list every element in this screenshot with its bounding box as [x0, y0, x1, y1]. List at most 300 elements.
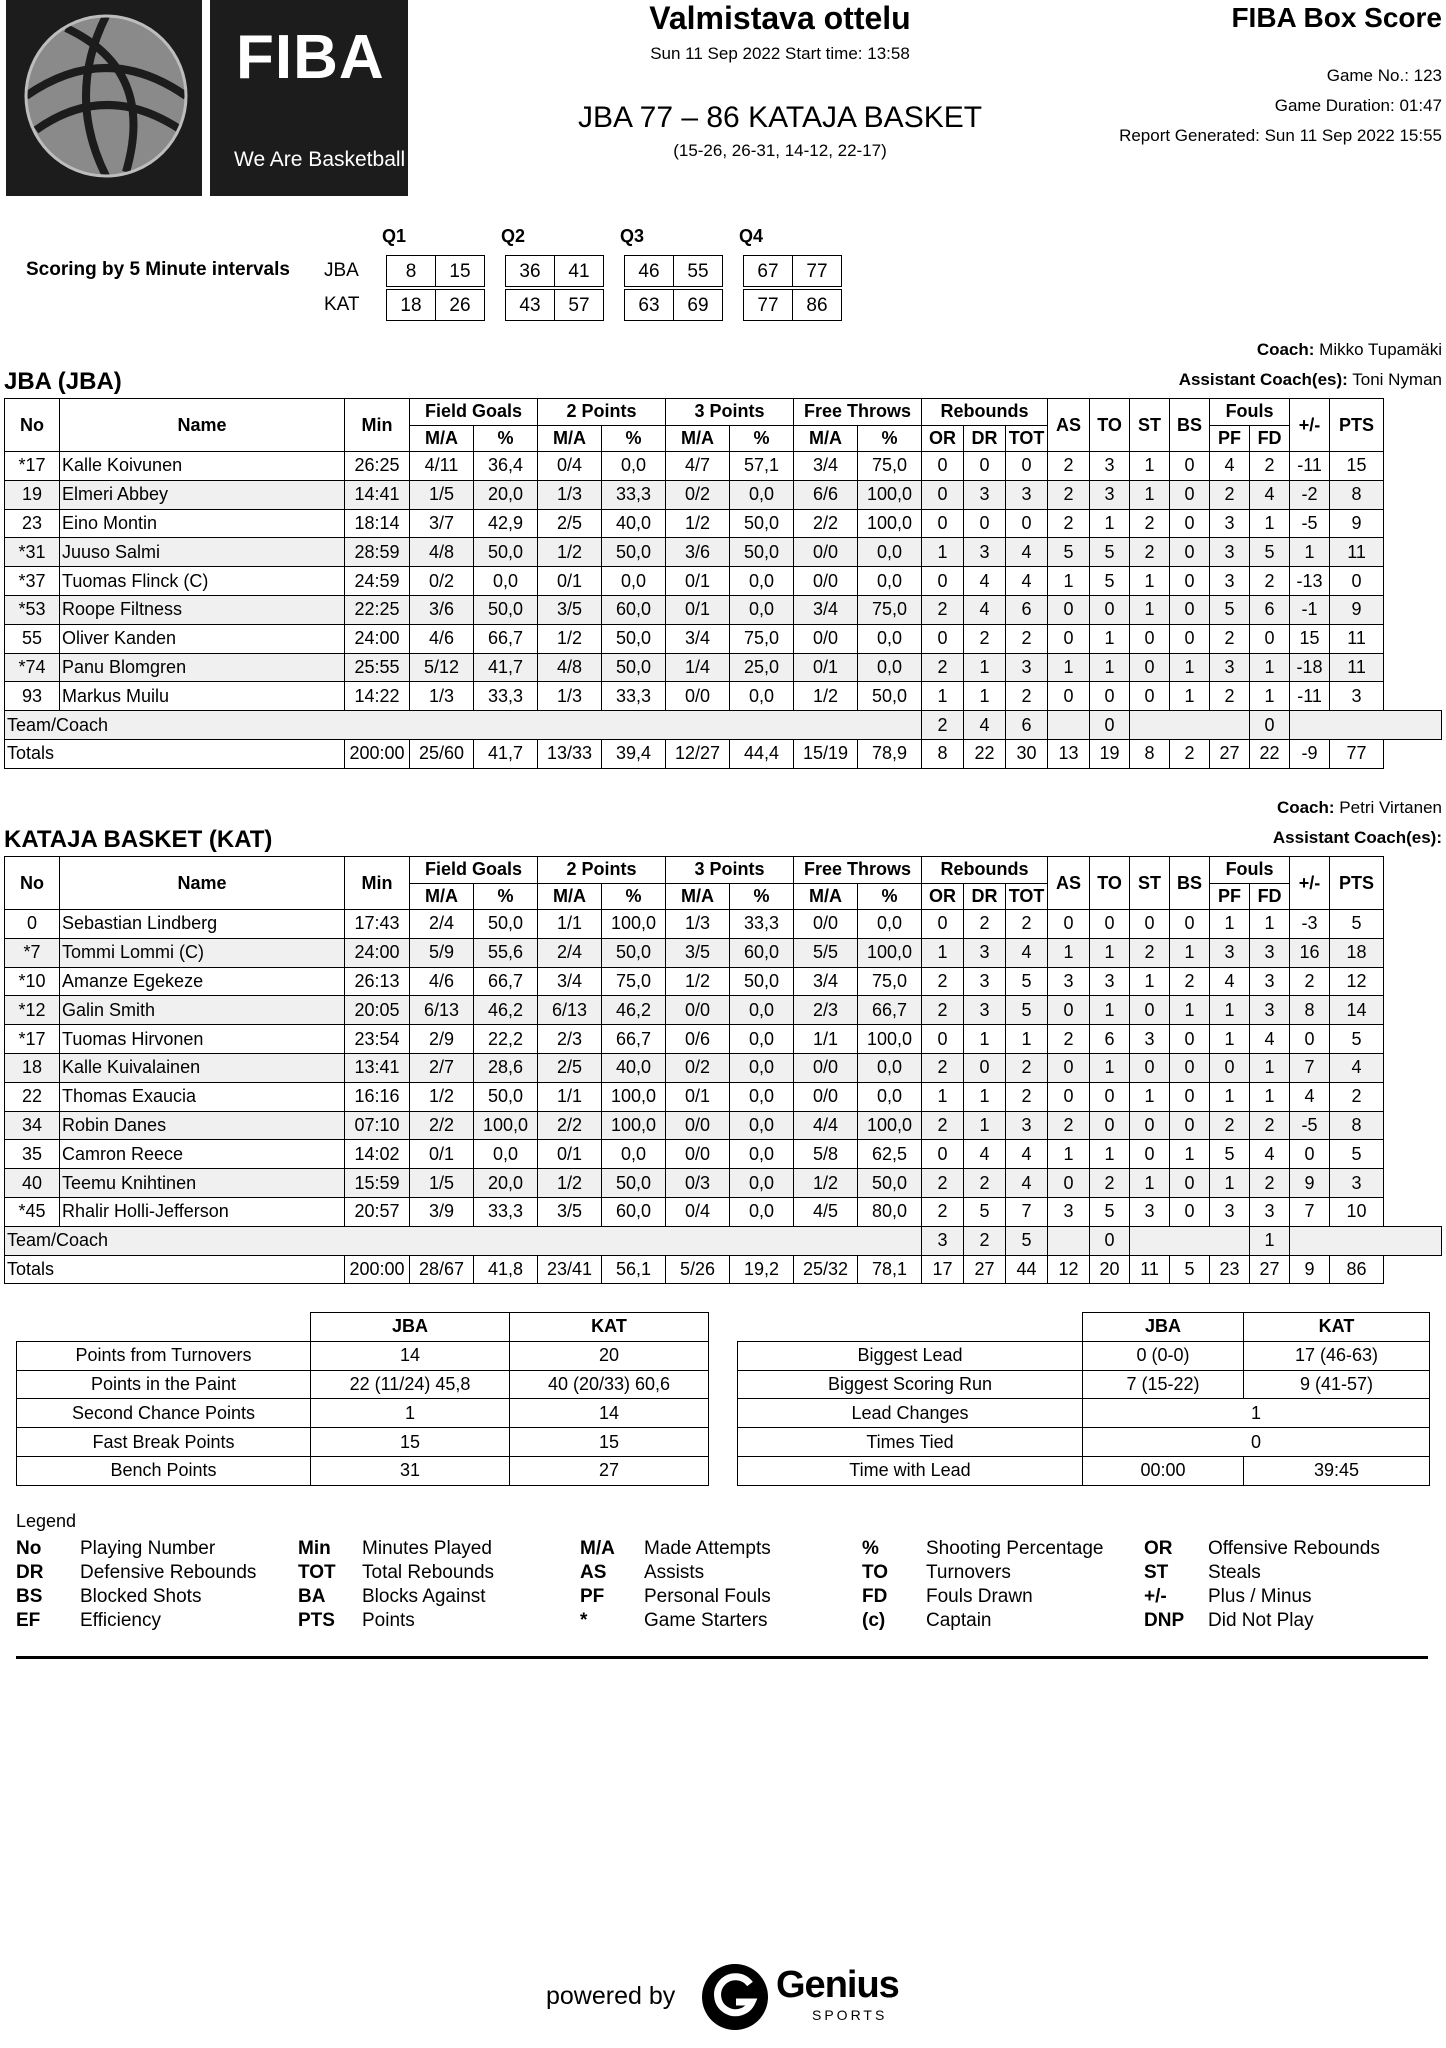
stat-cell: -1 — [1290, 595, 1330, 624]
stat-cell: 0 — [1130, 910, 1170, 939]
stat-cell: 0 — [1170, 595, 1210, 624]
genius-subtext: SPORTS — [812, 2007, 888, 2023]
stat-cell: 100,0 — [602, 1111, 666, 1140]
stat-cell: 0 — [1130, 624, 1170, 653]
col-rebounds: Rebounds — [922, 857, 1048, 884]
stat-cell: 3 — [1130, 1197, 1170, 1226]
stat-cell: 100,0 — [858, 1111, 922, 1140]
player-row — [5, 1111, 1442, 1140]
stat-cell: 0/0 — [794, 910, 858, 939]
stat-cell: 4 — [1006, 938, 1048, 967]
legend-item — [298, 1586, 486, 1608]
stat-cell: 4 — [1250, 1140, 1290, 1169]
game-number: Game No.: 123 — [1326, 66, 1442, 85]
stats-value: 0 (0-0) — [1083, 1341, 1244, 1370]
stat-cell: 7 — [1290, 1053, 1330, 1082]
stats-label: Lead Changes — [738, 1399, 1083, 1428]
player-name: Oliver Kanden — [60, 624, 345, 653]
stat-cell: 50,0 — [602, 624, 666, 653]
stat-cell: 28:59 — [345, 538, 410, 567]
totals-label: Totals — [5, 1255, 345, 1284]
stat-cell: 2/3 — [794, 996, 858, 1025]
stat-cell: 2 — [1048, 1111, 1090, 1140]
stat-cell: 1 — [964, 1111, 1006, 1140]
header-row — [5, 857, 1442, 884]
stat-cell: 2 — [922, 967, 964, 996]
stat-cell: 22,2 — [474, 1025, 538, 1054]
stats-label: Biggest Scoring Run — [738, 1370, 1083, 1399]
col-dr: DR — [964, 425, 1006, 452]
legend-abbr: % — [862, 1538, 879, 1559]
quarter-label: Q3 — [619, 226, 644, 246]
stat-cell: 0 — [1170, 624, 1210, 653]
col-blocks: BS — [1170, 857, 1210, 910]
stat-cell: 5 — [1330, 1025, 1384, 1054]
col-or: OR — [922, 425, 964, 452]
stat-cell: 1 — [1130, 452, 1170, 481]
genius-wordmark: Genius — [776, 1964, 899, 2006]
totals-row — [5, 739, 1442, 768]
stat-cell: 13/33 — [538, 739, 602, 768]
stat-cell: 1 — [1090, 938, 1130, 967]
player-number: 22 — [5, 1082, 60, 1111]
stat-cell: 1/5 — [410, 480, 474, 509]
fiba-logo — [210, 0, 408, 196]
stats-col-jba: JBA — [1083, 1313, 1244, 1342]
stat-cell: 1/2 — [794, 682, 858, 711]
col-pf: PF — [1210, 425, 1250, 452]
stat-cell: 0 — [1006, 509, 1048, 538]
header-row — [5, 399, 1442, 426]
stat-cell: 0 — [922, 480, 964, 509]
box-score-table — [4, 856, 1442, 1284]
player-row — [5, 967, 1442, 996]
stats-value: 31 — [311, 1456, 510, 1485]
stat-cell: 1 — [1170, 996, 1210, 1025]
stat-cell: 1 — [964, 1082, 1006, 1111]
stat-cell: 0 — [1250, 711, 1290, 740]
stat-cell: 0/0 — [794, 567, 858, 596]
stat-cell: 0 — [964, 509, 1006, 538]
team-coach-label: Team/Coach — [5, 711, 345, 740]
stat-cell: 2 — [922, 1169, 964, 1198]
col-free-throws: Free Throws — [794, 399, 922, 426]
fiba-tagline: We Are Basketball — [234, 148, 406, 171]
player-number: *31 — [5, 538, 60, 567]
stat-cell: 2 — [1210, 682, 1250, 711]
player-name: Markus Muilu — [60, 682, 345, 711]
stat-cell: 2 — [1006, 1082, 1048, 1111]
player-name: Juuso Salmi — [60, 538, 345, 567]
stat-cell: 4 — [1290, 1082, 1330, 1111]
stat-cell: 2 — [1048, 1025, 1090, 1054]
stat-cell: 12/27 — [666, 739, 730, 768]
stats-row — [738, 1428, 1430, 1457]
stat-cell: 3 — [964, 967, 1006, 996]
interval-score: 67 — [757, 261, 779, 282]
legend-abbr: (c) — [862, 1610, 886, 1631]
stat-cell: 0 — [922, 452, 964, 481]
col-pct: % — [858, 425, 922, 452]
player-row — [5, 452, 1442, 481]
stats-value: 9 (41-57) — [1244, 1370, 1430, 1399]
stat-cell: 8 — [1330, 1111, 1384, 1140]
stats-row — [738, 1370, 1430, 1399]
stat-cell: 8 — [1130, 739, 1170, 768]
player-number: 0 — [5, 910, 60, 939]
stat-cell: 28,6 — [474, 1053, 538, 1082]
stat-cell: -9 — [1290, 739, 1330, 768]
legend-desc: Playing Number — [80, 1538, 216, 1559]
stats-value: 27 — [510, 1456, 709, 1485]
stat-cell: 3 — [1210, 509, 1250, 538]
stat-cell: 3 — [964, 996, 1006, 1025]
stat-cell: 2/5 — [538, 509, 602, 538]
stat-cell: 5 — [1330, 1140, 1384, 1169]
stat-cell: 1 — [1210, 1082, 1250, 1111]
col-no: No — [5, 399, 60, 452]
player-name: Elmeri Abbey — [60, 480, 345, 509]
stat-cell: 1/5 — [410, 1169, 474, 1198]
legend-desc: Steals — [1208, 1562, 1261, 1583]
stat-cell: 2 — [1250, 1169, 1290, 1198]
stat-cell: 86 — [1330, 1255, 1384, 1284]
stat-cell: 41,8 — [474, 1255, 538, 1284]
stat-cell: 4 — [1210, 967, 1250, 996]
stat-cell: 1 — [922, 1082, 964, 1111]
stat-cell: 5/26 — [666, 1255, 730, 1284]
stat-cell: 3 — [1210, 653, 1250, 682]
col-turnovers: TO — [1090, 399, 1130, 452]
stat-cell: 5/9 — [410, 938, 474, 967]
col-ma: M/A — [794, 425, 858, 452]
stat-cell: 4 — [964, 595, 1006, 624]
stat-cell: 0 — [1130, 653, 1170, 682]
col-steals: ST — [1130, 399, 1170, 452]
stats-col-kat: KAT — [510, 1313, 709, 1342]
stat-cell: 16:16 — [345, 1082, 410, 1111]
stat-cell: 1 — [1048, 938, 1090, 967]
stat-cell: 26:25 — [345, 452, 410, 481]
stat-cell: 33,3 — [730, 910, 794, 939]
stat-cell: 2 — [1210, 1111, 1250, 1140]
legend-title: Legend — [16, 1511, 77, 1531]
stat-cell: 75,0 — [602, 967, 666, 996]
stat-cell: 1 — [1048, 653, 1090, 682]
player-row — [5, 1053, 1442, 1082]
col-pct: % — [474, 425, 538, 452]
stat-cell: 5 — [1170, 1255, 1210, 1284]
stat-cell: 15/19 — [794, 739, 858, 768]
stat-cell: 66,7 — [858, 996, 922, 1025]
fiba-ball-logo — [6, 0, 202, 196]
stat-cell: 0 — [1090, 1111, 1130, 1140]
stat-cell: 0 — [922, 910, 964, 939]
interval-score: 86 — [792, 290, 841, 320]
empty-cell — [345, 1226, 922, 1255]
stat-cell: 1/3 — [538, 682, 602, 711]
stat-cell: 41,7 — [474, 739, 538, 768]
stat-cell: 0 — [922, 567, 964, 596]
stat-cell: 36,4 — [474, 452, 538, 481]
report-generated: Report Generated: Sun 11 Sep 2022 15:55 — [1119, 126, 1442, 145]
legend-desc: Captain — [926, 1610, 992, 1631]
legend-desc: Shooting Percentage — [926, 1538, 1104, 1559]
col-3-points: 3 Points — [666, 399, 794, 426]
stat-cell: 6 — [1250, 595, 1290, 624]
legend-item — [16, 1610, 161, 1632]
stat-cell: 0 — [1170, 567, 1210, 596]
col-pct: % — [474, 883, 538, 910]
stat-cell: 46,2 — [474, 996, 538, 1025]
stat-cell: 20 — [1090, 1255, 1130, 1284]
legend-item — [862, 1610, 992, 1632]
interval-group — [505, 255, 604, 287]
stat-cell: 27 — [1250, 1255, 1290, 1284]
stat-cell: 3 — [1330, 682, 1384, 711]
stat-cell: 0 — [1170, 1025, 1210, 1054]
stat-cell: -11 — [1290, 682, 1330, 711]
stat-cell: 40,0 — [602, 509, 666, 538]
stat-cell: 1 — [1210, 996, 1250, 1025]
stat-cell: 3/7 — [410, 509, 474, 538]
stat-cell: 0,0 — [858, 1082, 922, 1111]
stat-cell: 3/5 — [666, 938, 730, 967]
stat-cell: 23 — [1210, 1255, 1250, 1284]
col-rebounds: Rebounds — [922, 399, 1048, 426]
stat-cell: 3 — [1048, 1197, 1090, 1226]
stat-cell: 0/0 — [794, 538, 858, 567]
stat-cell: 2 — [922, 711, 964, 740]
player-row — [5, 1197, 1442, 1226]
legend-item — [16, 1538, 215, 1560]
stat-cell: 50,0 — [730, 509, 794, 538]
stat-cell: 19,2 — [730, 1255, 794, 1284]
stat-cell: 0/1 — [666, 567, 730, 596]
stats-row — [17, 1370, 709, 1399]
player-name: Sebastian Lindberg — [60, 910, 345, 939]
stat-cell: 9 — [1330, 509, 1384, 538]
player-number: *53 — [5, 595, 60, 624]
stat-cell: 0,0 — [730, 1140, 794, 1169]
col-assists: AS — [1048, 399, 1090, 452]
legend-item — [580, 1562, 704, 1584]
stat-cell: 22 — [964, 739, 1006, 768]
stat-cell: 56,1 — [602, 1255, 666, 1284]
stat-cell: 24:59 — [345, 567, 410, 596]
stat-cell: 75,0 — [858, 595, 922, 624]
legend-item — [16, 1562, 256, 1584]
stat-cell: 4/6 — [410, 624, 474, 653]
stat-cell: 18 — [1330, 938, 1384, 967]
stat-cell: 0,0 — [602, 1140, 666, 1169]
col-2-points: 2 Points — [538, 399, 666, 426]
stat-cell: 0 — [1170, 538, 1210, 567]
stat-cell: 0/0 — [794, 1053, 858, 1082]
legend-desc: Did Not Play — [1208, 1610, 1314, 1631]
stats-label: Time with Lead — [738, 1456, 1083, 1485]
stat-cell: 2 — [922, 595, 964, 624]
legend-item — [1144, 1610, 1314, 1632]
legend-desc: Minutes Played — [362, 1538, 492, 1559]
stat-cell: 1 — [1090, 996, 1130, 1025]
stat-cell: 2 — [1048, 480, 1090, 509]
stat-cell: 0,0 — [730, 595, 794, 624]
stat-cell: 0/6 — [666, 1025, 730, 1054]
stat-cell: 66,7 — [474, 967, 538, 996]
stat-cell: 07:10 — [345, 1111, 410, 1140]
stat-cell: 60,0 — [602, 1197, 666, 1226]
stat-cell: 0 — [1210, 1053, 1250, 1082]
interval-label: Scoring by 5 Minute intervals — [26, 259, 290, 280]
stat-cell: 0 — [1048, 996, 1090, 1025]
player-number: *10 — [5, 967, 60, 996]
stats-row — [738, 1399, 1430, 1428]
stat-cell: 10 — [1330, 1197, 1384, 1226]
interval-score: 46 — [638, 261, 660, 282]
stat-cell: 33,3 — [602, 480, 666, 509]
stats-value: 00:00 — [1083, 1456, 1244, 1485]
stat-cell: 5 — [1006, 1226, 1048, 1255]
stat-cell: -13 — [1290, 567, 1330, 596]
stat-cell: 14:02 — [345, 1140, 410, 1169]
stat-cell: -18 — [1290, 653, 1330, 682]
team-name: JBA (JBA) — [4, 368, 122, 395]
player-row — [5, 538, 1442, 567]
stat-cell: 50,0 — [602, 938, 666, 967]
stat-cell: 4/8 — [538, 653, 602, 682]
stat-cell: 1/4 — [666, 653, 730, 682]
legend-abbr: AS — [580, 1562, 607, 1583]
interval-group — [386, 255, 485, 287]
interval-score: 69 — [673, 290, 722, 320]
stat-cell: 2 — [1048, 452, 1090, 481]
stat-cell: 3/4 — [794, 967, 858, 996]
interval-group — [505, 289, 604, 321]
stat-cell: 5 — [964, 1197, 1006, 1226]
player-number: 34 — [5, 1111, 60, 1140]
stat-cell: 9 — [1290, 1169, 1330, 1198]
col-turnovers: TO — [1090, 857, 1130, 910]
stat-cell: 0 — [1048, 624, 1090, 653]
stat-cell: 0/1 — [666, 595, 730, 624]
stat-cell: 0 — [1330, 567, 1384, 596]
stat-cell: 0,0 — [602, 567, 666, 596]
stat-cell: 5/12 — [410, 653, 474, 682]
player-row — [5, 910, 1442, 939]
stat-cell: 1 — [1090, 624, 1130, 653]
col-fouls: Fouls — [1210, 399, 1290, 426]
legend-desc: Points — [362, 1610, 415, 1631]
legend-item — [580, 1538, 771, 1560]
interval-group — [624, 255, 723, 287]
player-number: 55 — [5, 624, 60, 653]
legend-item — [862, 1562, 1011, 1584]
stats-row — [17, 1456, 709, 1485]
stat-cell: 4 — [964, 1140, 1006, 1169]
stat-cell: 75,0 — [858, 452, 922, 481]
quarter-label: Q1 — [381, 226, 406, 246]
stat-cell: 1/3 — [538, 480, 602, 509]
col-name: Name — [60, 857, 345, 910]
col-plus-minus: +/- — [1290, 857, 1330, 910]
col-ma: M/A — [538, 425, 602, 452]
stat-cell: 2/5 — [538, 1053, 602, 1082]
stat-cell: 2 — [1210, 624, 1250, 653]
stat-cell: 0/4 — [666, 1197, 730, 1226]
stat-cell: 1 — [964, 682, 1006, 711]
stat-cell: 22 — [1250, 739, 1290, 768]
player-row — [5, 682, 1442, 711]
player-name: Kalle Koivunen — [60, 452, 345, 481]
legend-abbr: BA — [298, 1586, 326, 1607]
stat-cell: 7 — [1006, 1197, 1048, 1226]
stat-cell: 0 — [922, 624, 964, 653]
player-name: Rhalir Holli-Jefferson — [60, 1197, 345, 1226]
stat-cell: 2 — [1250, 452, 1290, 481]
player-row — [5, 653, 1442, 682]
legend-abbr: TOT — [298, 1562, 336, 1583]
stat-cell: 2 — [1130, 538, 1170, 567]
legend-abbr: TO — [862, 1562, 889, 1583]
stat-cell: 1/1 — [538, 1082, 602, 1111]
stat-cell: 6 — [1006, 711, 1048, 740]
stat-cell: 0/2 — [410, 567, 474, 596]
stat-cell: 100,0 — [474, 1111, 538, 1140]
stat-cell: 0/0 — [666, 996, 730, 1025]
stat-cell: 2 — [1210, 480, 1250, 509]
legend-abbr: DR — [16, 1562, 44, 1583]
stat-cell: 1 — [1170, 682, 1210, 711]
stat-cell: 3/6 — [666, 538, 730, 567]
stat-cell: 18:14 — [345, 509, 410, 538]
stat-cell: 0/1 — [794, 653, 858, 682]
stat-cell: 0,0 — [730, 996, 794, 1025]
player-row — [5, 567, 1442, 596]
stat-cell: 3/4 — [794, 595, 858, 624]
stat-cell: 1 — [1090, 1140, 1130, 1169]
stat-cell: 6 — [1006, 595, 1048, 624]
legend-desc: Total Rebounds — [362, 1562, 495, 1583]
stat-cell: 0 — [1130, 996, 1170, 1025]
col-3-points: 3 Points — [666, 857, 794, 884]
stat-cell: 1 — [1210, 910, 1250, 939]
stat-cell: 4/7 — [666, 452, 730, 481]
stat-cell: 2 — [922, 1111, 964, 1140]
stat-cell: 9 — [1290, 1255, 1330, 1284]
stat-cell: 1 — [1250, 682, 1290, 711]
stat-cell: 1 — [1130, 480, 1170, 509]
empty-cell — [1130, 711, 1250, 740]
legend-abbr: DNP — [1144, 1610, 1185, 1631]
stat-cell: 4 — [1250, 480, 1290, 509]
coach-label: Coach: — [1276, 798, 1335, 817]
col-ma: M/A — [794, 883, 858, 910]
stat-cell: 2/7 — [410, 1053, 474, 1082]
stat-cell: 4/8 — [410, 538, 474, 567]
stat-cell: 3/4 — [666, 624, 730, 653]
stat-cell: 17:43 — [345, 910, 410, 939]
stat-cell: 62,5 — [858, 1140, 922, 1169]
legend-item — [862, 1538, 1103, 1560]
stat-cell: 6/13 — [410, 996, 474, 1025]
stat-cell: 3 — [1250, 1197, 1290, 1226]
stats-header-row — [738, 1313, 1430, 1342]
stat-cell: 1 — [1130, 595, 1170, 624]
col-pct: % — [858, 883, 922, 910]
stat-cell: -5 — [1290, 1111, 1330, 1140]
stat-cell: 5 — [1006, 996, 1048, 1025]
